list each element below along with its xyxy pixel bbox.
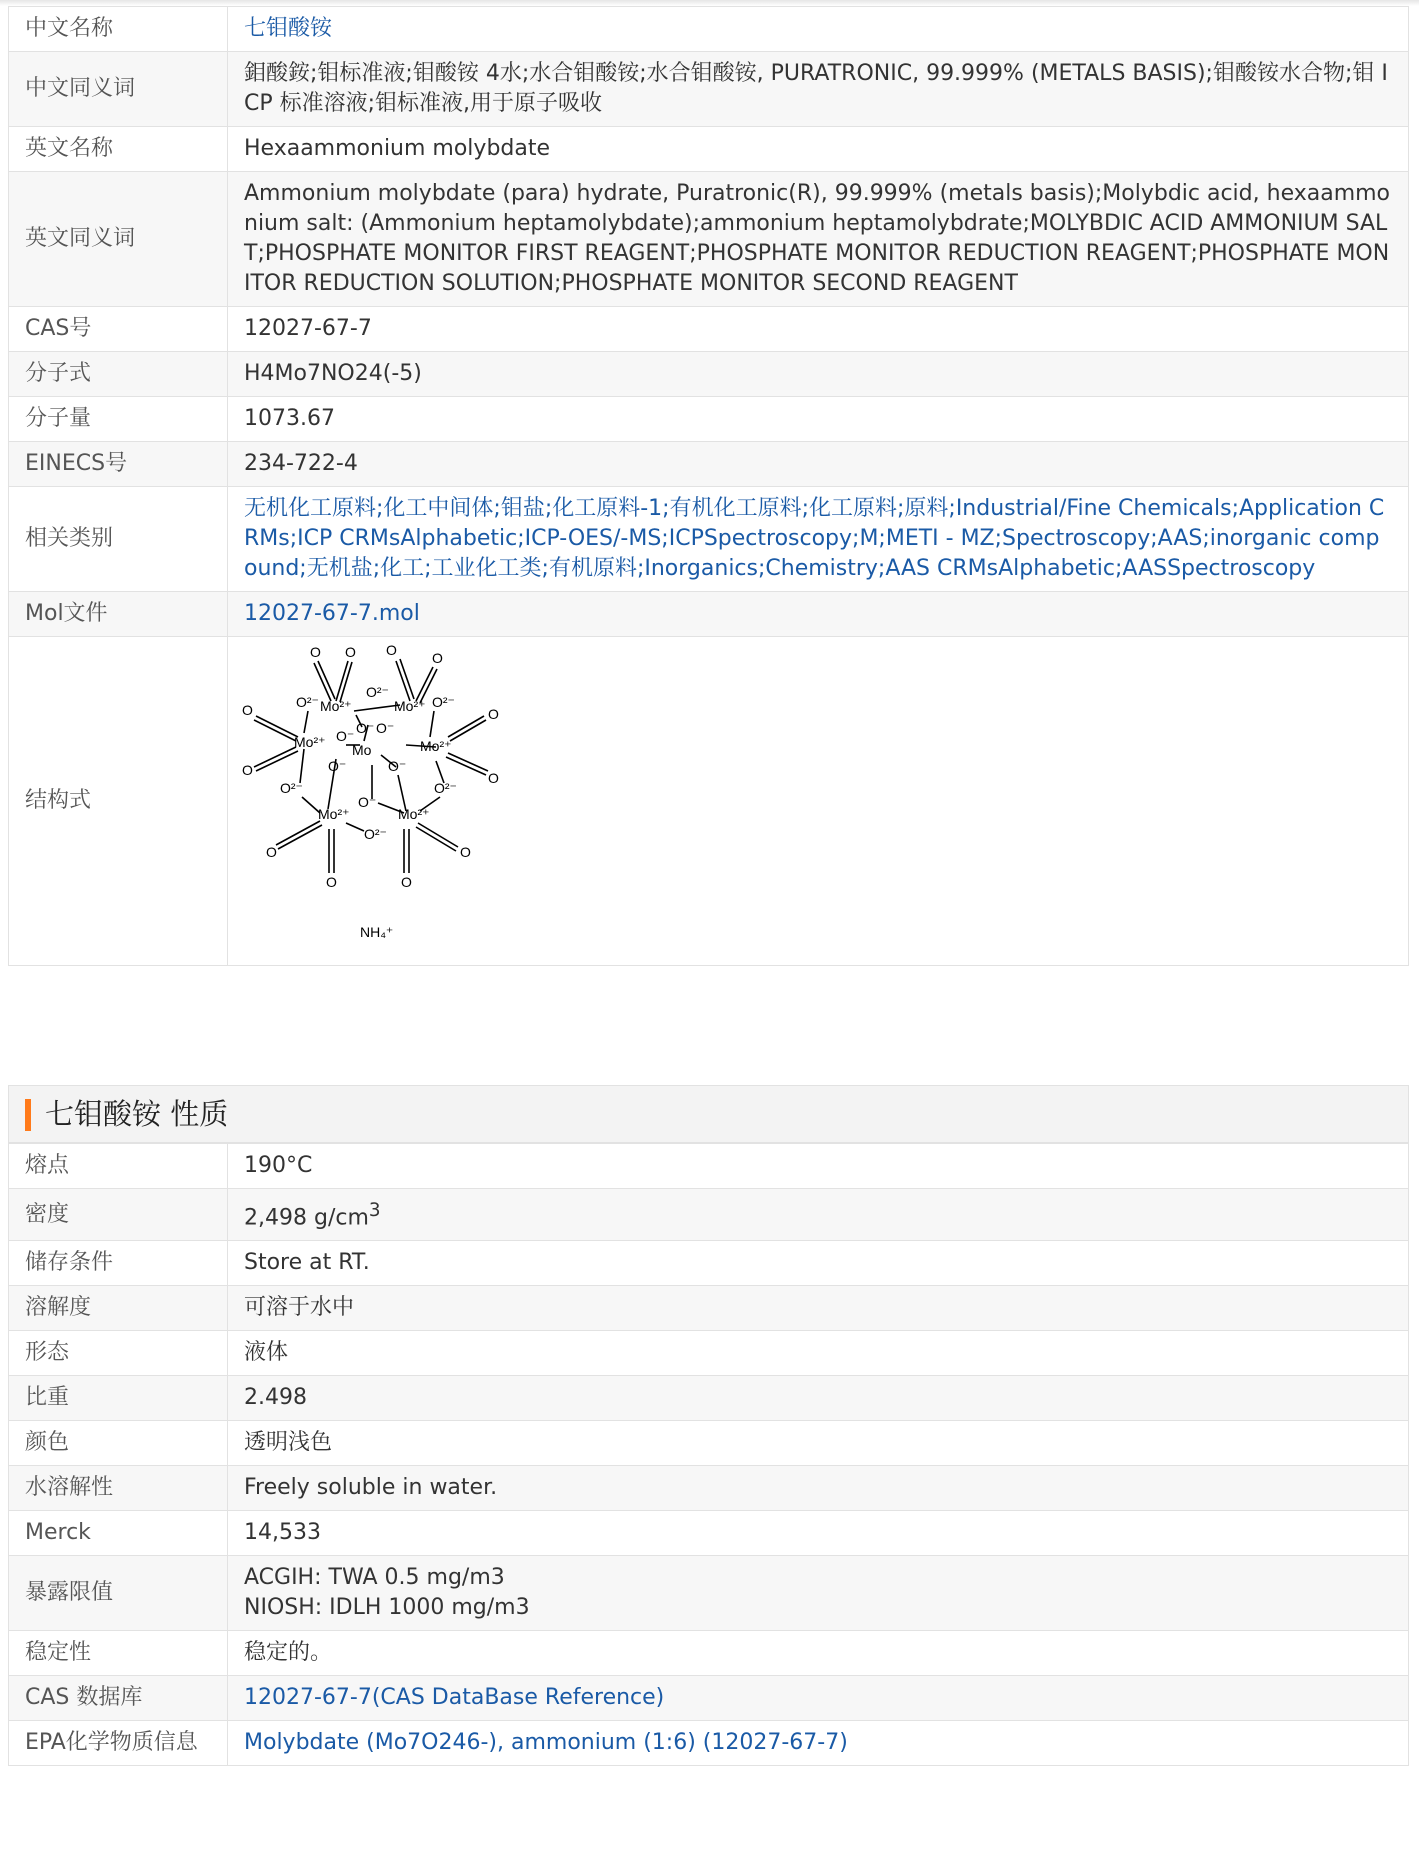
row-epa-info <box>9 1721 1409 1766</box>
label: 密度 <box>9 1189 228 1241</box>
label: CAS号 <box>9 307 228 352</box>
svg-text:O⁻: O⁻ <box>358 794 377 810</box>
label: 比重 <box>9 1376 228 1421</box>
label: 溶解度 <box>9 1286 228 1331</box>
value: Ammonium molybdate (para) hydrate, Puratronic(R), 99.999% (metals basis);Molybdic acid, hexaammonium salt: (Ammonium heptamolybdate);ammonium heptamolybdrate;MOLYBDIC ACID AMMONIUM SALT;PHOSPHATE MONITOR FIRST REAGENT;PHOSPHATE MONITOR REDUCTION REAGENT;PHOSPHATE MONITOR REDUCTION SOLUTION;PHOSPHATE MONITOR SECOND REAGENT <box>228 172 1409 307</box>
value: 液体 <box>228 1331 1409 1376</box>
row-formula <box>9 352 1409 397</box>
svg-text:O: O <box>488 706 499 722</box>
svg-text:O: O <box>432 650 443 666</box>
value: 190°C <box>228 1144 1409 1189</box>
svg-text:O⁻: O⁻ <box>388 758 407 774</box>
row-mol-file <box>9 592 1409 637</box>
svg-text:O: O <box>460 844 471 860</box>
label: 储存条件 <box>9 1241 228 1286</box>
label: 熔点 <box>9 1144 228 1189</box>
label: 颜色 <box>9 1421 228 1466</box>
structure-cell <box>228 637 1409 966</box>
row-cas <box>9 307 1409 352</box>
value-cell <box>228 592 1409 637</box>
accent-bar <box>25 1099 31 1131</box>
categories-links[interactable]: 无机化工原料;化工中间体;钼盐;化工原料-1;有机化工原料;化工原料;原料;Industrial/Fine Chemicals;Application CRMs;ICP CRMsAlphabetic;ICP-OES/-MS;ICPSpectroscopy;M;METI - MZ;Spectroscopy;AAS;inorganic compound;无机盐;化工;工业化工类;有机原料;Inorganics;Chemistry;AAS CRMsAlphabetic;AASSpectroscopy <box>244 496 1385 581</box>
section-title: 七钼酸铵 性质 <box>45 1097 229 1131</box>
value: 可溶于水中 <box>228 1286 1409 1331</box>
svg-text:Mo²⁺: Mo²⁺ <box>294 734 326 750</box>
row-cas-database <box>9 1676 1409 1721</box>
structure-labels <box>242 642 499 940</box>
value: Hexaammonium molybdate <box>228 127 1409 172</box>
label: Merck <box>9 1511 228 1556</box>
row-density <box>9 1189 1409 1241</box>
svg-text:O⁻: O⁻ <box>336 728 355 744</box>
row-english-synonyms <box>9 172 1409 307</box>
svg-text:O²⁻: O²⁻ <box>364 826 387 842</box>
row-melting-point <box>9 1144 1409 1189</box>
properties-section-header <box>8 1085 1409 1143</box>
svg-text:O: O <box>345 644 356 660</box>
svg-text:O: O <box>401 874 412 890</box>
value: Store at RT. <box>228 1241 1409 1286</box>
row-exposure-limits <box>9 1556 1409 1631</box>
label: 暴露限值 <box>9 1556 228 1631</box>
svg-text:Mo²⁺: Mo²⁺ <box>394 698 426 714</box>
svg-text:O: O <box>266 844 277 860</box>
svg-text:O: O <box>242 702 253 718</box>
label: 形态 <box>9 1331 228 1376</box>
properties-table <box>8 1143 1409 1766</box>
label: Mol文件 <box>9 592 228 637</box>
row-categories <box>9 487 1409 592</box>
value: H4Mo7NO24(-5) <box>228 352 1409 397</box>
row-solubility <box>9 1286 1409 1331</box>
row-merck <box>9 1511 1409 1556</box>
row-english-name <box>9 127 1409 172</box>
svg-text:O: O <box>242 762 253 778</box>
value: 234-722-4 <box>228 442 1409 487</box>
density-value: 2,498 g/cm <box>244 1205 369 1231</box>
svg-text:O²⁻: O²⁻ <box>296 694 319 710</box>
label: 分子量 <box>9 397 228 442</box>
value: 1073.67 <box>228 397 1409 442</box>
label: CAS 数据库 <box>9 1676 228 1721</box>
svg-text:O²⁻: O²⁻ <box>432 694 455 710</box>
row-color <box>9 1421 1409 1466</box>
row-specific-gravity <box>9 1376 1409 1421</box>
value: 稳定的。 <box>228 1631 1409 1676</box>
row-chinese-name <box>9 7 1409 52</box>
value: 鉬酸銨;钼标准液;钼酸铵 4水;水合钼酸铵;水合钼酸铵, PURATRONIC, 99.999% (METALS BASIS);钼酸铵水合物;钼 ICP 标准溶液;钼标准液,用于原子吸收 <box>228 52 1409 127</box>
row-einecs <box>9 442 1409 487</box>
basic-info-table <box>8 6 1409 966</box>
density-exponent: 3 <box>368 1200 381 1221</box>
value-cell <box>228 1189 1409 1241</box>
svg-text:NH₄⁺: NH₄⁺ <box>360 924 394 940</box>
value: 透明浅色 <box>228 1421 1409 1466</box>
svg-text:O: O <box>488 770 499 786</box>
svg-text:O: O <box>386 642 397 658</box>
label: 英文同义词 <box>9 172 228 307</box>
label: 中文名称 <box>9 7 228 52</box>
svg-text:O²⁻: O²⁻ <box>280 780 303 796</box>
svg-text:O⁻: O⁻ <box>328 758 347 774</box>
epa-info-link[interactable]: Molybdate (Mo7O246-), ammonium (1:6) (12027-67-7) <box>244 1730 848 1756</box>
svg-text:Mo²⁺: Mo²⁺ <box>420 738 452 754</box>
chinese-name-link[interactable]: 七钼酸铵 <box>244 16 333 41</box>
value-cell <box>228 487 1409 592</box>
value-cell <box>228 7 1409 52</box>
label: EPA化学物质信息 <box>9 1721 228 1766</box>
svg-text:O⁻: O⁻ <box>356 720 375 736</box>
exposure-line: NIOSH: IDLH 1000 mg/m3 <box>244 1595 530 1621</box>
value: 12027-67-7 <box>228 307 1409 352</box>
row-stability <box>9 1631 1409 1676</box>
label: 中文同义词 <box>9 52 228 127</box>
svg-text:Mo²⁺: Mo²⁺ <box>398 806 430 822</box>
label: 水溶解性 <box>9 1466 228 1511</box>
row-molecular-weight <box>9 397 1409 442</box>
cas-database-link[interactable]: 12027-67-7(CAS DataBase Reference) <box>244 1685 665 1711</box>
svg-text:O: O <box>310 644 321 660</box>
label: 相关类别 <box>9 487 228 592</box>
svg-text:O⁻: O⁻ <box>376 720 395 736</box>
value-cell <box>228 1676 1409 1721</box>
exposure-line: ACGIH: TWA 0.5 mg/m3 <box>244 1565 505 1591</box>
label: 结构式 <box>9 637 228 966</box>
svg-text:Mo²⁺: Mo²⁺ <box>318 806 350 822</box>
row-chinese-synonyms <box>9 52 1409 127</box>
structure-diagram <box>236 641 536 961</box>
value: 2.498 <box>228 1376 1409 1421</box>
row-structure <box>9 637 1409 966</box>
label: 稳定性 <box>9 1631 228 1676</box>
value-cell <box>228 1556 1409 1631</box>
value-cell <box>228 1721 1409 1766</box>
svg-text:O: O <box>326 874 337 890</box>
svg-text:O²⁻: O²⁻ <box>366 684 389 700</box>
label: 分子式 <box>9 352 228 397</box>
row-form <box>9 1331 1409 1376</box>
label: EINECS号 <box>9 442 228 487</box>
row-storage <box>9 1241 1409 1286</box>
label: 英文名称 <box>9 127 228 172</box>
value: Freely soluble in water. <box>228 1466 1409 1511</box>
svg-text:Mo: Mo <box>352 742 372 758</box>
svg-text:Mo²⁺: Mo²⁺ <box>320 698 352 714</box>
svg-text:O²⁻: O²⁻ <box>434 780 457 796</box>
row-water-solubility <box>9 1466 1409 1511</box>
value: 14,533 <box>228 1511 1409 1556</box>
mol-file-link[interactable]: 12027-67-7.mol <box>244 601 420 626</box>
